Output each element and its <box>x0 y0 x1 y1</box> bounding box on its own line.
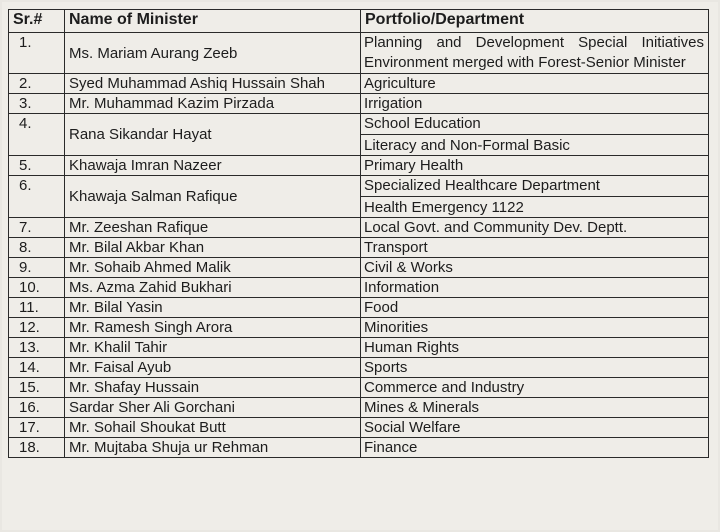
row-sr-number: 9. <box>9 258 65 278</box>
header-name: Name of Minister <box>65 10 361 33</box>
table-row <box>9 33 709 74</box>
table-row <box>9 258 709 278</box>
table-row <box>9 318 709 338</box>
table-body <box>9 33 709 458</box>
document-sheet <box>2 2 718 530</box>
row-portfolio <box>361 258 709 278</box>
row-sr-number: 8. <box>9 238 65 258</box>
portfolio-item: Finance <box>364 439 418 456</box>
row-portfolio <box>361 398 709 418</box>
row-portfolio <box>361 318 709 338</box>
ministers-table <box>8 9 709 458</box>
portfolio-item: Food <box>364 299 399 316</box>
table-row <box>9 418 709 438</box>
table-row <box>9 438 709 458</box>
row-minister-name: Mr. Khalil Tahir <box>65 338 361 358</box>
table-row <box>9 398 709 418</box>
portfolio-item: Civil & Works <box>364 259 453 276</box>
row-portfolio <box>361 114 709 156</box>
row-portfolio <box>361 298 709 318</box>
row-sr-number: 2. <box>9 74 65 94</box>
table-row <box>9 298 709 318</box>
row-minister-name: Mr. Shafay Hussain <box>65 378 361 398</box>
row-minister-name: Syed Muhammad Ashiq Hussain Shah <box>65 74 361 94</box>
row-minister-name: Rana Sikandar Hayat <box>65 114 361 156</box>
row-sr-number: 1. <box>9 33 65 74</box>
row-minister-name: Khawaja Salman Rafique <box>65 176 361 218</box>
row-portfolio <box>361 238 709 258</box>
portfolio-item: Transport <box>364 239 428 256</box>
table-row <box>9 74 709 94</box>
portfolio-item: Irrigation <box>364 95 423 112</box>
row-portfolio <box>361 418 709 438</box>
table-header-row <box>9 10 709 33</box>
row-minister-name: Mr. Bilal Yasin <box>65 298 361 318</box>
portfolio-item: Local Govt. and Community Dev. Deptt. <box>364 219 628 236</box>
portfolio-item: Commerce and Industry <box>364 379 525 396</box>
row-sr-number: 10. <box>9 278 65 298</box>
portfolio-item: Mines & Minerals <box>364 399 480 416</box>
portfolio-item: Social Welfare <box>364 419 461 436</box>
row-portfolio <box>361 218 709 238</box>
row-sr-number: 12. <box>9 318 65 338</box>
portfolio-item: Minorities <box>364 319 429 336</box>
row-sr-number: 17. <box>9 418 65 438</box>
header-portfolio: Portfolio/Department <box>361 10 709 33</box>
table-row <box>9 238 709 258</box>
table-row <box>9 338 709 358</box>
row-sr-number: 15. <box>9 378 65 398</box>
row-minister-name: Mr. Sohaib Ahmed Malik <box>65 258 361 278</box>
row-sr-number: 3. <box>9 94 65 114</box>
table-row <box>9 278 709 298</box>
row-portfolio <box>361 378 709 398</box>
table-row <box>9 114 709 156</box>
row-minister-name: Ms. Mariam Aurang Zeeb <box>65 33 361 74</box>
row-portfolio <box>361 94 709 114</box>
row-sr-number: 16. <box>9 398 65 418</box>
portfolio-item: Health Emergency 1122 <box>361 196 708 217</box>
table-row <box>9 358 709 378</box>
row-minister-name: Sardar Sher Ali Gorchani <box>65 398 361 418</box>
row-sr-number: 13. <box>9 338 65 358</box>
portfolio-item: Planning and Development Special Initiatives Environment merged with Forest-Senior Minister <box>364 34 704 71</box>
portfolio-item: Primary Health <box>364 157 464 174</box>
row-portfolio <box>361 176 709 218</box>
row-portfolio <box>361 156 709 176</box>
row-portfolio <box>361 358 709 378</box>
table-row <box>9 378 709 398</box>
portfolio-item: Specialized Healthcare Department <box>364 177 600 194</box>
header-sr: Sr.# <box>9 10 65 33</box>
row-sr-number: 5. <box>9 156 65 176</box>
row-sr-number: 4. <box>9 114 65 156</box>
row-minister-name: Mr. Mujtaba Shuja ur Rehman <box>65 438 361 458</box>
table-row <box>9 176 709 218</box>
table-row <box>9 218 709 238</box>
row-sr-number: 6. <box>9 176 65 218</box>
row-minister-name: Mr. Ramesh Singh Arora <box>65 318 361 338</box>
portfolio-item: School Education <box>364 115 481 132</box>
row-minister-name: Ms. Azma Zahid Bukhari <box>65 278 361 298</box>
row-minister-name: Khawaja Imran Nazeer <box>65 156 361 176</box>
portfolio-item: Human Rights <box>364 339 460 356</box>
table-row <box>9 94 709 114</box>
row-portfolio <box>361 338 709 358</box>
portfolio-item: Sports <box>364 359 408 376</box>
row-minister-name: Mr. Bilal Akbar Khan <box>65 238 361 258</box>
row-sr-number: 11. <box>9 298 65 318</box>
portfolio-item: Agriculture <box>364 75 436 92</box>
table-row <box>9 156 709 176</box>
row-minister-name: Mr. Zeeshan Rafique <box>65 218 361 238</box>
row-sr-number: 14. <box>9 358 65 378</box>
row-minister-name: Mr. Sohail Shoukat Butt <box>65 418 361 438</box>
row-minister-name: Mr. Muhammad Kazim Pirzada <box>65 94 361 114</box>
row-portfolio <box>361 438 709 458</box>
row-sr-number: 18. <box>9 438 65 458</box>
row-portfolio <box>361 278 709 298</box>
row-sr-number: 7. <box>9 218 65 238</box>
row-minister-name: Mr. Faisal Ayub <box>65 358 361 378</box>
row-portfolio <box>361 74 709 94</box>
portfolio-item: Literacy and Non-Formal Basic <box>361 134 708 155</box>
row-portfolio <box>361 33 709 74</box>
portfolio-item: Information <box>364 279 440 296</box>
